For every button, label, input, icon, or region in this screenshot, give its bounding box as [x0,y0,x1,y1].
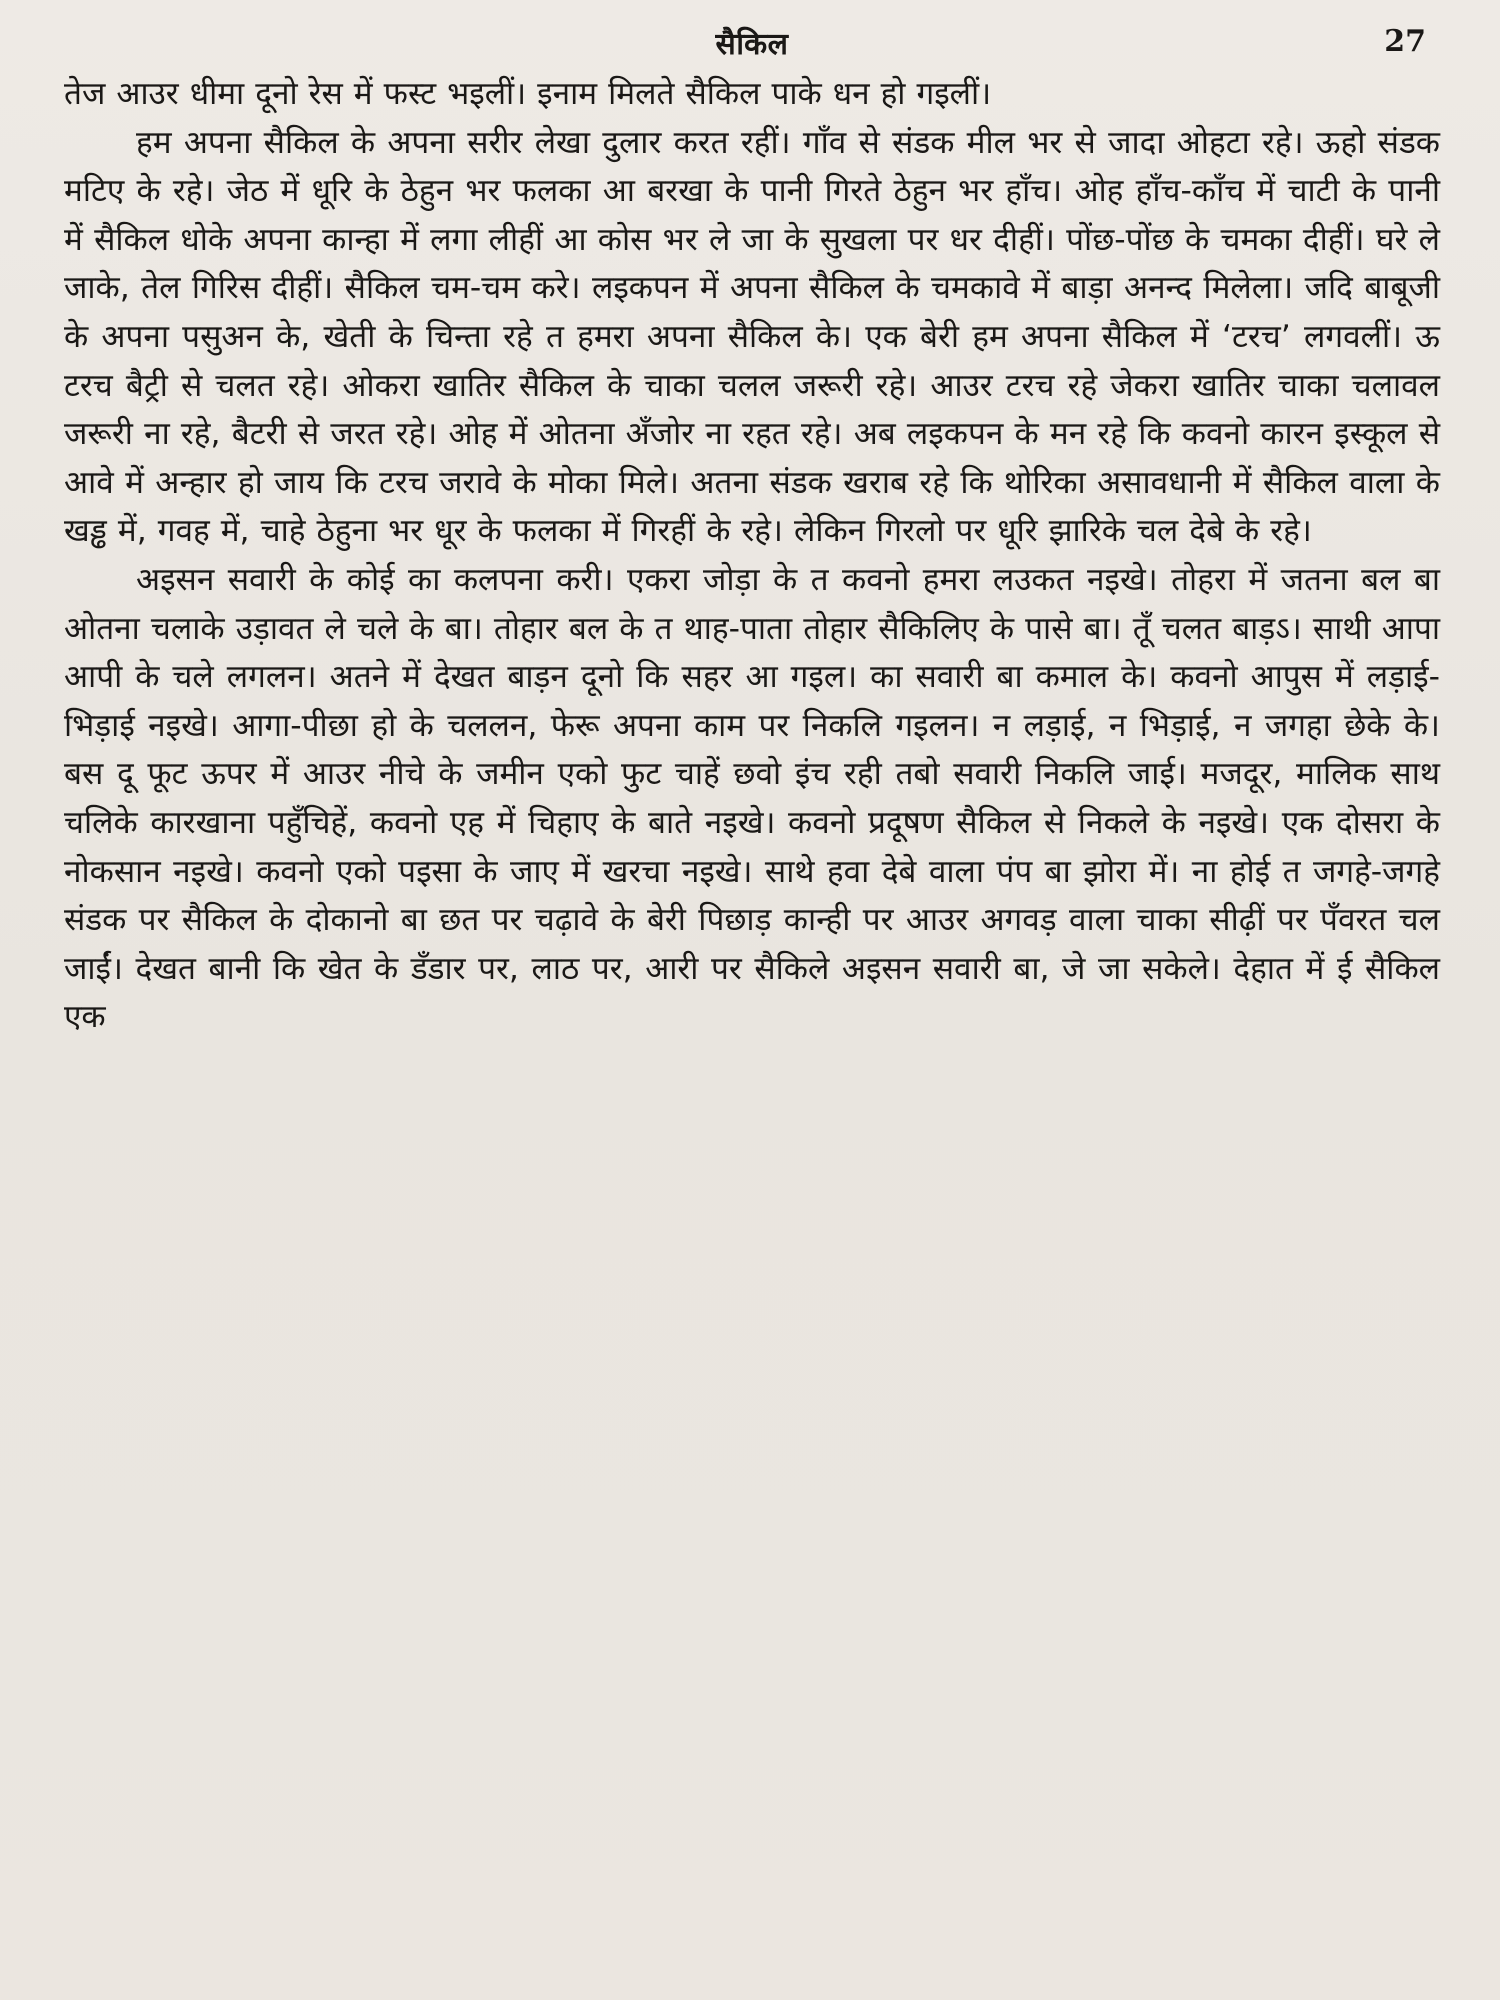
page-header [64,18,1440,64]
paragraph: अइसन सवारी के कोई का कलपना करी। एकरा जोड़ा के त कवनो हमरा लउकत नइखे। तोहरा में जतना बल बा ओतना चलाके उड़ावत ले चले के बा। तोहार बल के त थाह-पाता तोहार सैकिलिए के पासे बा। तूँ चलत बाड़ऽ। साथी आपा आपी के चले लगलन। अतने में देखत बाड़न दूनो कि सहर आ गइल। का सवारी बा कमाल के। कवनो आपुस में लड़ाई-भिड़ाई नइखे। आगा-पीछा हो के चललन, फेरू अपना काम पर निकलि गइलन। न लड़ाई, न भिड़ाई, न जगहा छेके के। बस दू फूट ऊपर में आउर नीचे के जमीन एको फुट चाहें छवो इंच रही तबो सवारी निकलि जाई। मजदूर, मालिक साथ चलिके कारखाना पहुँचिहें, कवनो एह में चिहाए के बाते नइखे। कवनो प्रदूषण सैकिल से निकले के नइखे। एक दोसरा के नोकसान नइखे। कवनो एको पइसा के जाए में खरचा नइखे। साथे हवा देबे वाला पंप बा झोरा में। ना होई त जगहे-जगहे संडक पर सैकिल के दोकानो बा छत पर चढ़ावे के बेरी पिछाड़ कान्ही पर आउर अगवड़ वाला चाका सीढ़ीं पर पँवरत चल जाईं। देखत बानी कि खेत के डँडार पर, लाठ पर, आरी पर सैकिले अइसन सवारी बा, जे जा सकेले। देहात में ई सैकिल एक [64,561,1440,1036]
paragraph: तेज आउर धीमा दूनो रेस में फस्ट भइलीं। इनाम मिलते सैकिल पाके धन हो गइलीं। [64,76,992,112]
running-title: सैकिल [715,27,789,62]
body-text [64,70,1440,1042]
page-number: 27 [1384,24,1426,59]
paragraph: हम अपना सैकिल के अपना सरीर लेखा दुलार करत रहीं। गाँव से संडक मील भर से जादा ओहटा रहे। ऊहो संडक मटिए के रहे। जेठ में धूरि के ठेहुन भर फलका आ बरखा के पानी गिरते ठेहुन भर हाँच। ओह हाँच-काँच में चाटी के पानी में सैकिल धोके अपना कान्हा में लगा लीहीं आ कोस भर ले जा के सुखला पर धर दीहीं। पोंछ-पोंछ के चमका दीहीं। घरे ले जाके, तेल गिरिस दीहीं। सैकिल चम-चम करे। लइकपन में अपना सैकिल के चमकावे में बाड़ा अनन्द मिलेला। जदि बाबूजी के अपना पसुअन के, खेती के चिन्ता रहे त हमरा अपना सैकिल के। एक बेरी हम अपना सैकिल में ‘टरच’ लगवलीं। ऊ टरच बैट्री से चलत रहे। ओकरा खातिर सैकिल के चाका चलल जरूरी रहे। आउर टरच रहे जेकरा खातिर चाका चलावल जरूरी ना रहे, बैटरी से जरत रहे। ओह में ओतना अँजोर ना रहत रहे। अब लइकपन के मन रहे कि कवनो कारन इस्कूल से आवे में अन्हार हो जाय कि टरच जरावे के मोका मिले। अतना संडक खराब रहे कि थोरिका असावधानी में सैकिल वाला के खड्ढ में, गवह में, चाहे ठेहुना भर धूर के फलका में गिरहीं के रहे। लेकिन गिरलो पर धूरि झारिके चल देबे के रहे। [64,124,1440,550]
